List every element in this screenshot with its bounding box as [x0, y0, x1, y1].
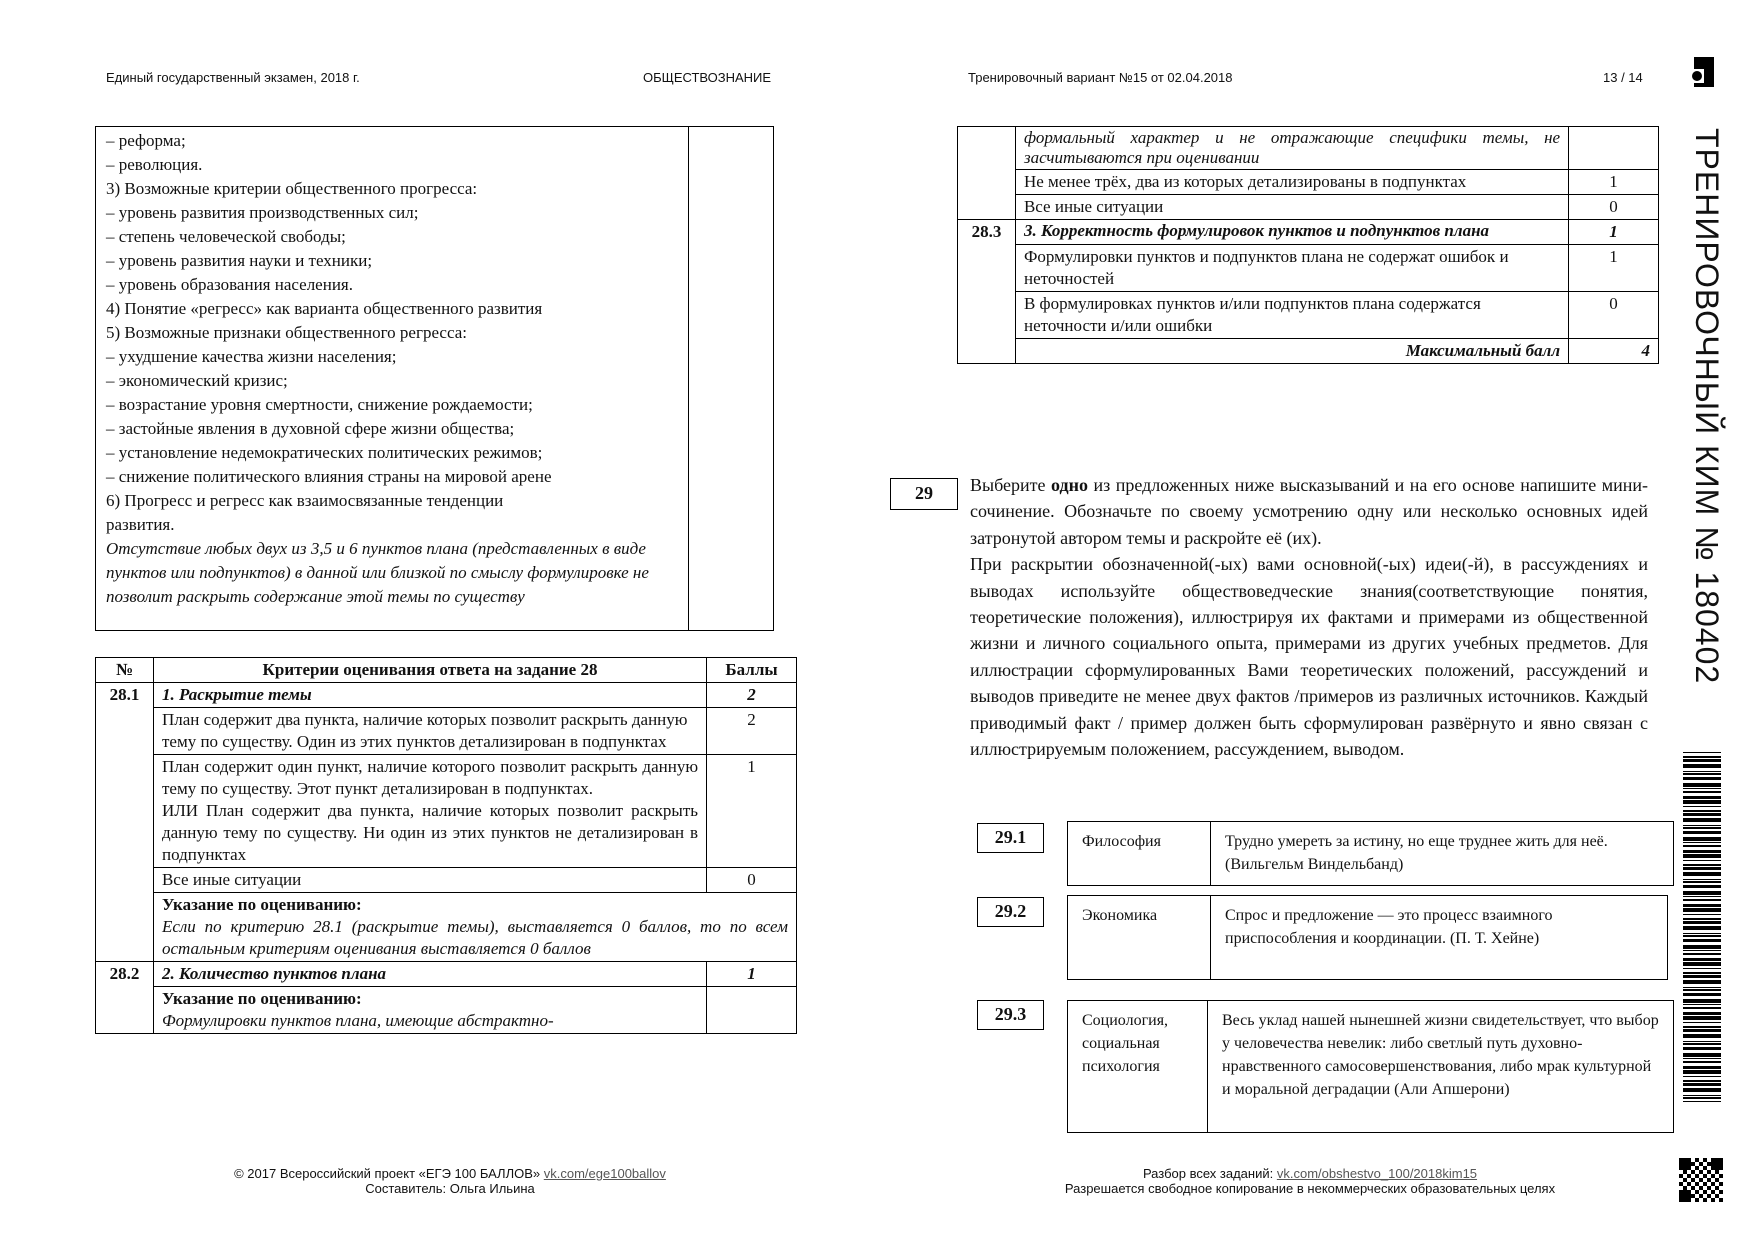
plan-line: – возрастание уровня смертности, снижение рождаемости; — [106, 395, 533, 414]
footer-copy-note: Разрешается свободное копирование в некоммерческих образовательных целях — [1064, 1181, 1556, 1196]
plan-line: – снижение политического влияния страны на мировой арене — [106, 467, 552, 486]
plan-line: 3) Возможные критерии общественного прогресса: — [106, 179, 478, 198]
criterion-28-1-level-2-points: 2 — [707, 708, 797, 755]
option-29-3-subject: Социология, социальная психология — [1068, 1001, 1208, 1132]
criterion-28-3-title: 3. Корректность формулировок пунктов и подпунктов плана — [1015, 220, 1568, 245]
option-29-2-subject: Экономика — [1068, 896, 1211, 979]
plan-column-divider — [688, 127, 689, 630]
criterion-28-2-hint-cont: формальный характер и не отражающие специфики темы, не засчитываются при оценивании — [1015, 127, 1568, 170]
option-29-1-box — [1067, 821, 1674, 886]
task-29-number: 29 — [890, 478, 958, 510]
criterion-28-3-level-0-points: 0 — [1569, 292, 1659, 339]
header-variant: Тренировочный вариант №15 от 02.04.2018 — [968, 70, 1233, 85]
task-29-paragraph-1: Выберите одно из предложенных ниже высказываний и на его основе напишите мини-сочинение. Обозначьте по своему усмотрению одну или несколько основных идей затронутой автором темы и раскройте её (их). — [970, 475, 1649, 548]
criterion-28-3-max: 1 — [1569, 220, 1659, 245]
col-criteria-header: Критерии оценивания ответа на задание 28 — [153, 658, 706, 683]
max-score-label: Максимальный балл — [1015, 339, 1568, 364]
criterion-28-2-max: 1 — [707, 962, 797, 987]
qr-code-icon — [1679, 1158, 1723, 1202]
table-row — [96, 708, 797, 755]
footer-project-link[interactable]: vk.com/ege100ballov — [543, 1166, 666, 1181]
criterion-28-3-row — [958, 220, 1659, 245]
criterion-28-1-num: 28.1 — [96, 683, 154, 708]
criterion-28-1-hint — [153, 893, 796, 962]
option-29-3-box — [1067, 1000, 1674, 1133]
table-row — [96, 868, 797, 893]
plan-line: – реформа; — [106, 131, 186, 150]
criterion-28-1-level-0: Все иные ситуации — [153, 868, 706, 893]
table-row — [958, 195, 1659, 220]
corner-marker-icon — [1690, 57, 1714, 87]
plan-answer-box — [95, 126, 774, 631]
table-row — [958, 245, 1659, 292]
plan-line: – революция. — [106, 155, 203, 174]
task-29-text — [970, 472, 1648, 762]
criteria-table — [95, 657, 797, 1034]
criterion-28-1-level-2: План содержит два пункта, наличие которых позволит раскрыть данную тему по существу. Один из этих пунктов детализирован в подпунктах — [153, 708, 706, 755]
col-num-header: № — [96, 658, 154, 683]
table-row — [958, 170, 1659, 195]
plan-note: Отсутствие любых двух из 3,5 и 6 пунктов плана (представленных в виде пунктов или подпунктов) в данной или близкой по смыслу формулировке не позволит раскрыть содержание этой темы по существу — [106, 539, 649, 606]
plan-line: – уровень развития науки и техники; — [106, 251, 373, 270]
header-page-number: 13 / 14 — [1603, 70, 1643, 85]
criterion-28-1-level-1-b: ИЛИ План содержит два пункта, наличие которых позволит раскрыть данную тему по существу. Ни один из этих пунктов не детализирован в подпунктах — [161, 801, 699, 864]
option-29-2-box — [1067, 895, 1668, 980]
hint-text: Если по критерию 28.1 (раскрытие темы), выставляется 0 баллов, то по всем остальным критериям оценивания выставляется 0 баллов — [161, 917, 788, 958]
header-exam-title: Единый государственный экзамен, 2018 г. — [106, 70, 360, 85]
criterion-28-2-level-0: Все иные ситуации — [1015, 195, 1568, 220]
table-row — [958, 292, 1659, 339]
plan-line: – уровень образования населения. — [106, 275, 353, 294]
hint-label: Указание по оцениванию: — [161, 895, 362, 914]
plan-line: – экономический кризис; — [106, 371, 288, 390]
header-subject: ОБЩЕСТВОЗНАНИЕ — [643, 70, 772, 85]
plan-line: 5) Возможные признаки общественного регресса: — [106, 323, 467, 342]
criterion-28-2-level-0-points: 0 — [1569, 195, 1659, 220]
criterion-28-3-num: 28.3 — [958, 220, 1016, 245]
criterion-28-1-max: 2 — [707, 683, 797, 708]
vertical-title-text: ТРЕНИРОВОЧНЫЙ КИМ № 180402 — [1689, 128, 1725, 685]
option-29-2-number: 29.2 — [977, 897, 1044, 927]
criteria-header-row — [96, 658, 797, 683]
footer-analysis-link[interactable]: vk.com/obshestvo_100/2018kim15 — [1276, 1166, 1478, 1181]
criterion-28-1-row — [96, 683, 797, 708]
criterion-28-1-level-1-a: План содержит один пункт, наличие которого позволит раскрыть данную тему по существу. Этот пункт детализирован в подпунктах. — [161, 757, 699, 798]
footer-project: © 2017 Всероссийский проект «ЕГЭ 100 БАЛЛОВ» — [234, 1166, 541, 1181]
plan-line: – ухудшение качества жизни населения; — [106, 347, 397, 366]
criterion-28-1-level-0-points: 0 — [707, 868, 797, 893]
criterion-28-2-hint — [153, 987, 706, 1034]
criterion-28-3-level-1-points: 1 — [1569, 245, 1659, 292]
option-29-2-quote: Спрос и предложение — это процесс взаимного приспособления и координации. (П. Т. Хейне) — [1225, 907, 1553, 947]
table-row — [958, 127, 1659, 170]
criterion-28-2-num: 28.2 — [96, 962, 154, 987]
vertical-title — [1685, 128, 1725, 688]
table-row — [96, 755, 797, 868]
table-row — [96, 987, 797, 1034]
plan-line: 6) Прогресс и регресс как взаимосвязанные тенденции — [106, 491, 504, 510]
footer-analysis-label: Разбор всех заданий: — [1142, 1166, 1274, 1181]
footer-left — [150, 1166, 750, 1196]
col-points-header: Баллы — [707, 658, 797, 683]
hint-label: Указание по оцениванию: — [161, 989, 362, 1008]
option-29-3-number: 29.3 — [977, 1000, 1044, 1030]
criterion-28-2-level-1-points: 1 — [1569, 170, 1659, 195]
option-29-1-subject: Философия — [1068, 822, 1211, 885]
plan-line: – установление недемократических политических режимов; — [106, 443, 543, 462]
criterion-28-1-level-1 — [153, 755, 706, 868]
plan-line: развития. — [106, 515, 175, 534]
barcode-icon — [1683, 752, 1721, 1102]
criterion-28-2-row — [96, 962, 797, 987]
plan-text — [106, 129, 676, 609]
plan-line: – застойные явления в духовной сфере жизни общества; — [106, 419, 515, 438]
task-29-paragraph-2: При раскрытии обозначенной(-ых) вами основной(-ых) идеи(-й), в рассуждениях и выводах используйте обществоведческие знания(соответствующие понятия, теоретические положения), иллюстрируя их фактами и примерами из общественной жизни и личного социального опыта, примерами из других учебных предметов. Для иллюстрации сформулированных Вами теоретических положений, рассуждений и выводов приведите не менее двух фактов /примеров из различных источников. Каждый приводимый факт / пример должен быть сформулирован развёрнуто и явно связан с иллюстрируемым положением, рассуждением, выводом. — [970, 554, 1648, 760]
plan-lines — [106, 129, 676, 537]
hint-text: Формулировки пунктов плана, имеющие абстрактно- — [161, 1011, 554, 1030]
plan-line: 4) Понятие «регресс» как варианта общественного развития — [106, 299, 543, 318]
table-row — [96, 893, 797, 962]
criterion-28-1-title: 1. Раскрытие темы — [153, 683, 706, 708]
footer-right — [1000, 1166, 1620, 1196]
footer-author: Составитель: Ольга Ильина — [365, 1181, 535, 1196]
max-score-row — [958, 339, 1659, 364]
option-29-1-number: 29.1 — [977, 823, 1044, 853]
criterion-28-1-level-1-points: 1 — [707, 755, 797, 868]
max-score-value: 4 — [1569, 339, 1659, 364]
plan-line: – уровень развития производственных сил; — [106, 203, 419, 222]
criterion-28-3-level-1: Формулировки пунктов и подпунктов плана не содержат ошибок и неточностей — [1015, 245, 1568, 292]
criteria-continuation-table — [957, 126, 1659, 364]
plan-line: – степень человеческой свободы; — [106, 227, 346, 246]
option-29-1-quote: Трудно умереть за истину, но еще труднее жить для неё. (Вильгельм Виндельбанд) — [1225, 833, 1608, 873]
option-29-3-quote: Весь уклад нашей нынешней жизни свидетельствует, что выбор у человечества невелик: либо светлый путь духовно-нравственного самосовершенствования, либо мрак культурной и моральной деградации (Али Апшерони) — [1222, 1012, 1659, 1098]
criterion-28-3-level-0: В формулировках пунктов и/или подпунктов плана содержатся неточности и/или ошибки — [1015, 292, 1568, 339]
criterion-28-2-level-1: Не менее трёх, два из которых детализированы в подпунктах — [1015, 170, 1568, 195]
criterion-28-2-title: 2. Количество пунктов плана — [153, 962, 706, 987]
